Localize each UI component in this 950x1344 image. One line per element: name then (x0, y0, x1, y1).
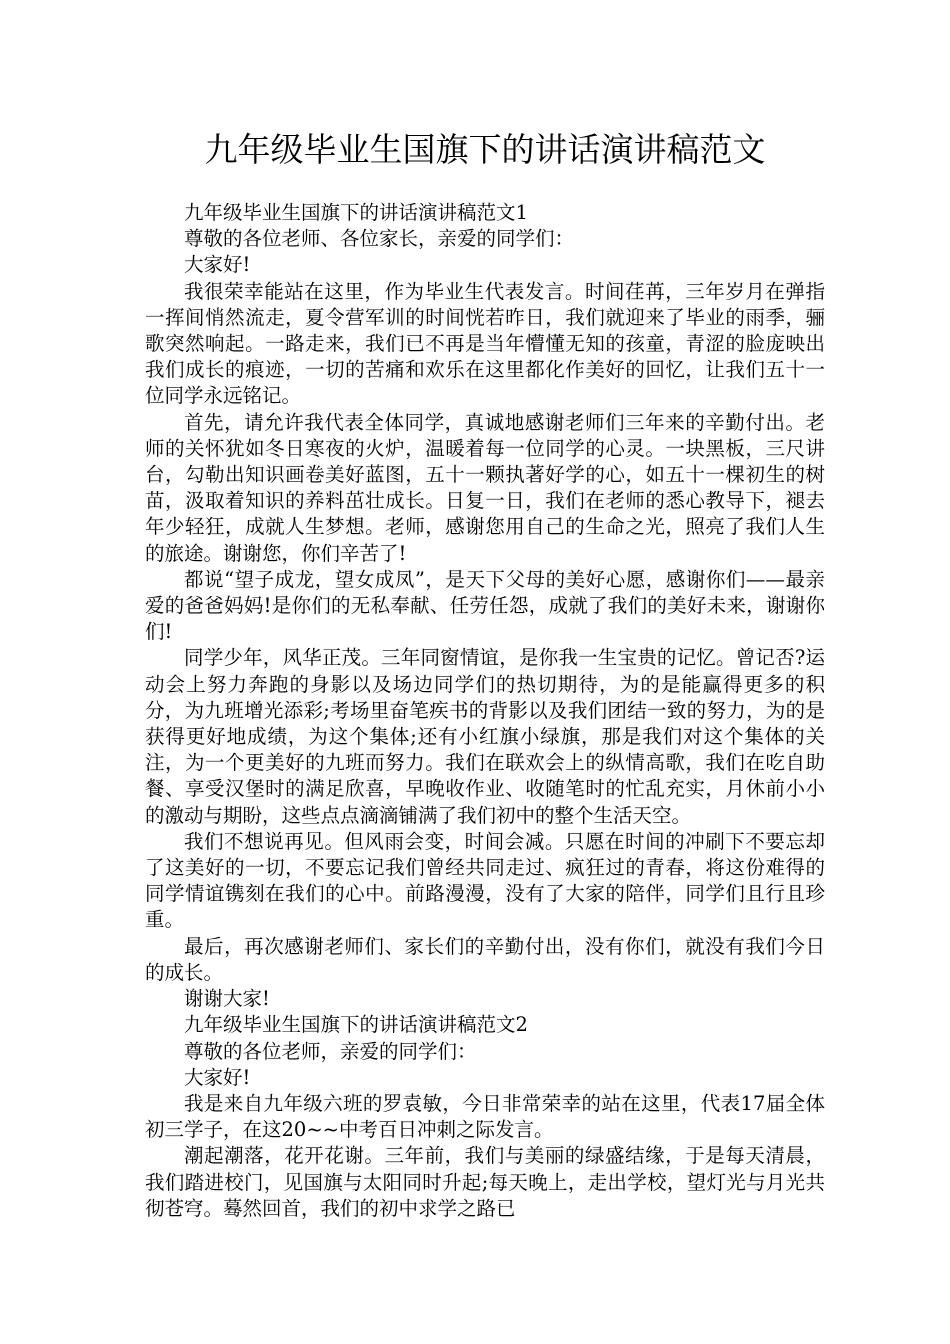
body-paragraph: 都说“望子成龙，望女成凤”，是天下父母的美好心愿，感谢你们——最亲爱的爸爸妈妈!是你们的无私奉献、任劳任怨，成就了我们的美好未来，谢谢你们! (145, 567, 825, 644)
document-body (145, 200, 825, 1222)
document-title: 九年级毕业生国旗下的讲话演讲稿范文 (204, 130, 766, 169)
body-paragraph: 我们不想说再见。但风雨会变，时间会减。只愿在时间的冲刷下不要忘却了这美好的一切，不要忘记我们曾经共同走过、疯狂过的青春，将这份难得的同学情谊镌刻在我们的心中。前路漫漫，没有了大家的陪伴，同学们且行且珍重。 (145, 829, 825, 932)
body-paragraph: 同学少年，风华正茂。三年同窗情谊，是你我一生宝贵的记忆。曾记否?运动会上努力奔跑的身影以及场边同学们的热切期待，为的是能赢得更多的积分，为九班增光添彩;考场里奋笔疾书的背影以及我们团结一致的努力，为的是获得更好地成绩，为这个集体;还有小红旗小绿旗，那是我们对这个集体的关注，为一个更美好的九班而努力。我们在联欢会上的纵情高歌，我们在吃自助餐、享受汉堡时的满足欣喜，早晚收作业、收随笔时的忙乱充实，月休前小小的激动与期盼，这些点点滴滴铺满了我们初中的整个生活天空。 (145, 646, 825, 827)
body-paragraph: 我是来自九年级六班的罗袁敏，今日非常荣幸的站在这里，代表17届全体初三学子，在这20~~中考百日冲刺之际发言。 (145, 1091, 825, 1142)
body-paragraph: 最后，再次感谢老师们、家长们的辛勤付出，没有你们，就没有我们今日的成长。 (145, 934, 825, 984)
salutation: 尊敬的各位老师、各位家长，亲爱的同学们： (184, 227, 575, 251)
salutation: 尊敬的各位老师，亲爱的同学们： (184, 1039, 477, 1063)
greeting: 大家好! (184, 253, 251, 277)
section-heading-1: 九年级毕业生国旗下的讲话演讲稿范文1 (184, 201, 528, 224)
body-paragraph: 首先，请允许我代表全体同学，真诚地感谢老师们三年来的辛勤付出。老师的关怀犹如冬日寒夜的火炉，温暖着每一位同学的心灵。一块黑板，三尺讲台，勾勒出知识画卷美好蓝图，五十一颗执著好学的心，如五十一棵初生的树苗，汲取着知识的养料茁壮成长。日复一日，我们在老师的悉心教导下，褪去年少轻狂，成就人生梦想。老师，感谢您用自己的生命之光，照亮了我们人生的旅途。谢谢您，你们辛苦了! (145, 410, 825, 565)
body-paragraph: 我很荣幸能站在这里，作为毕业生代表发言。时间荏苒，三年岁月在弹指一挥间悄然流走，夏令营军训的时间恍若昨日，我们就迎来了毕业的雨季，骊歌突然响起。一路走来，我们已不再是当年懵懂无知的孩童，青涩的脸庞映出我们成长的痕迹，一切的苦痛和欢乐在这里都化作美好的回忆，让我们五十一位同学永远铭记。 (145, 279, 825, 408)
document-page (145, 128, 825, 1222)
section-heading-2: 九年级毕业生国旗下的讲话演讲稿范文2 (184, 1013, 528, 1037)
closing-thanks: 谢谢大家! (184, 987, 270, 1011)
body-paragraph: 潮起潮落，花开花谢。三年前，我们与美丽的绿盛结缘，于是每天清晨，我们踏进校门，见国旗与太阳同时升起;每天晚上，走出学校，望灯光与月光共彻苍穹。蓦然回首，我们的初中求学之路已 (145, 1144, 825, 1220)
greeting: 大家好! (184, 1065, 251, 1089)
